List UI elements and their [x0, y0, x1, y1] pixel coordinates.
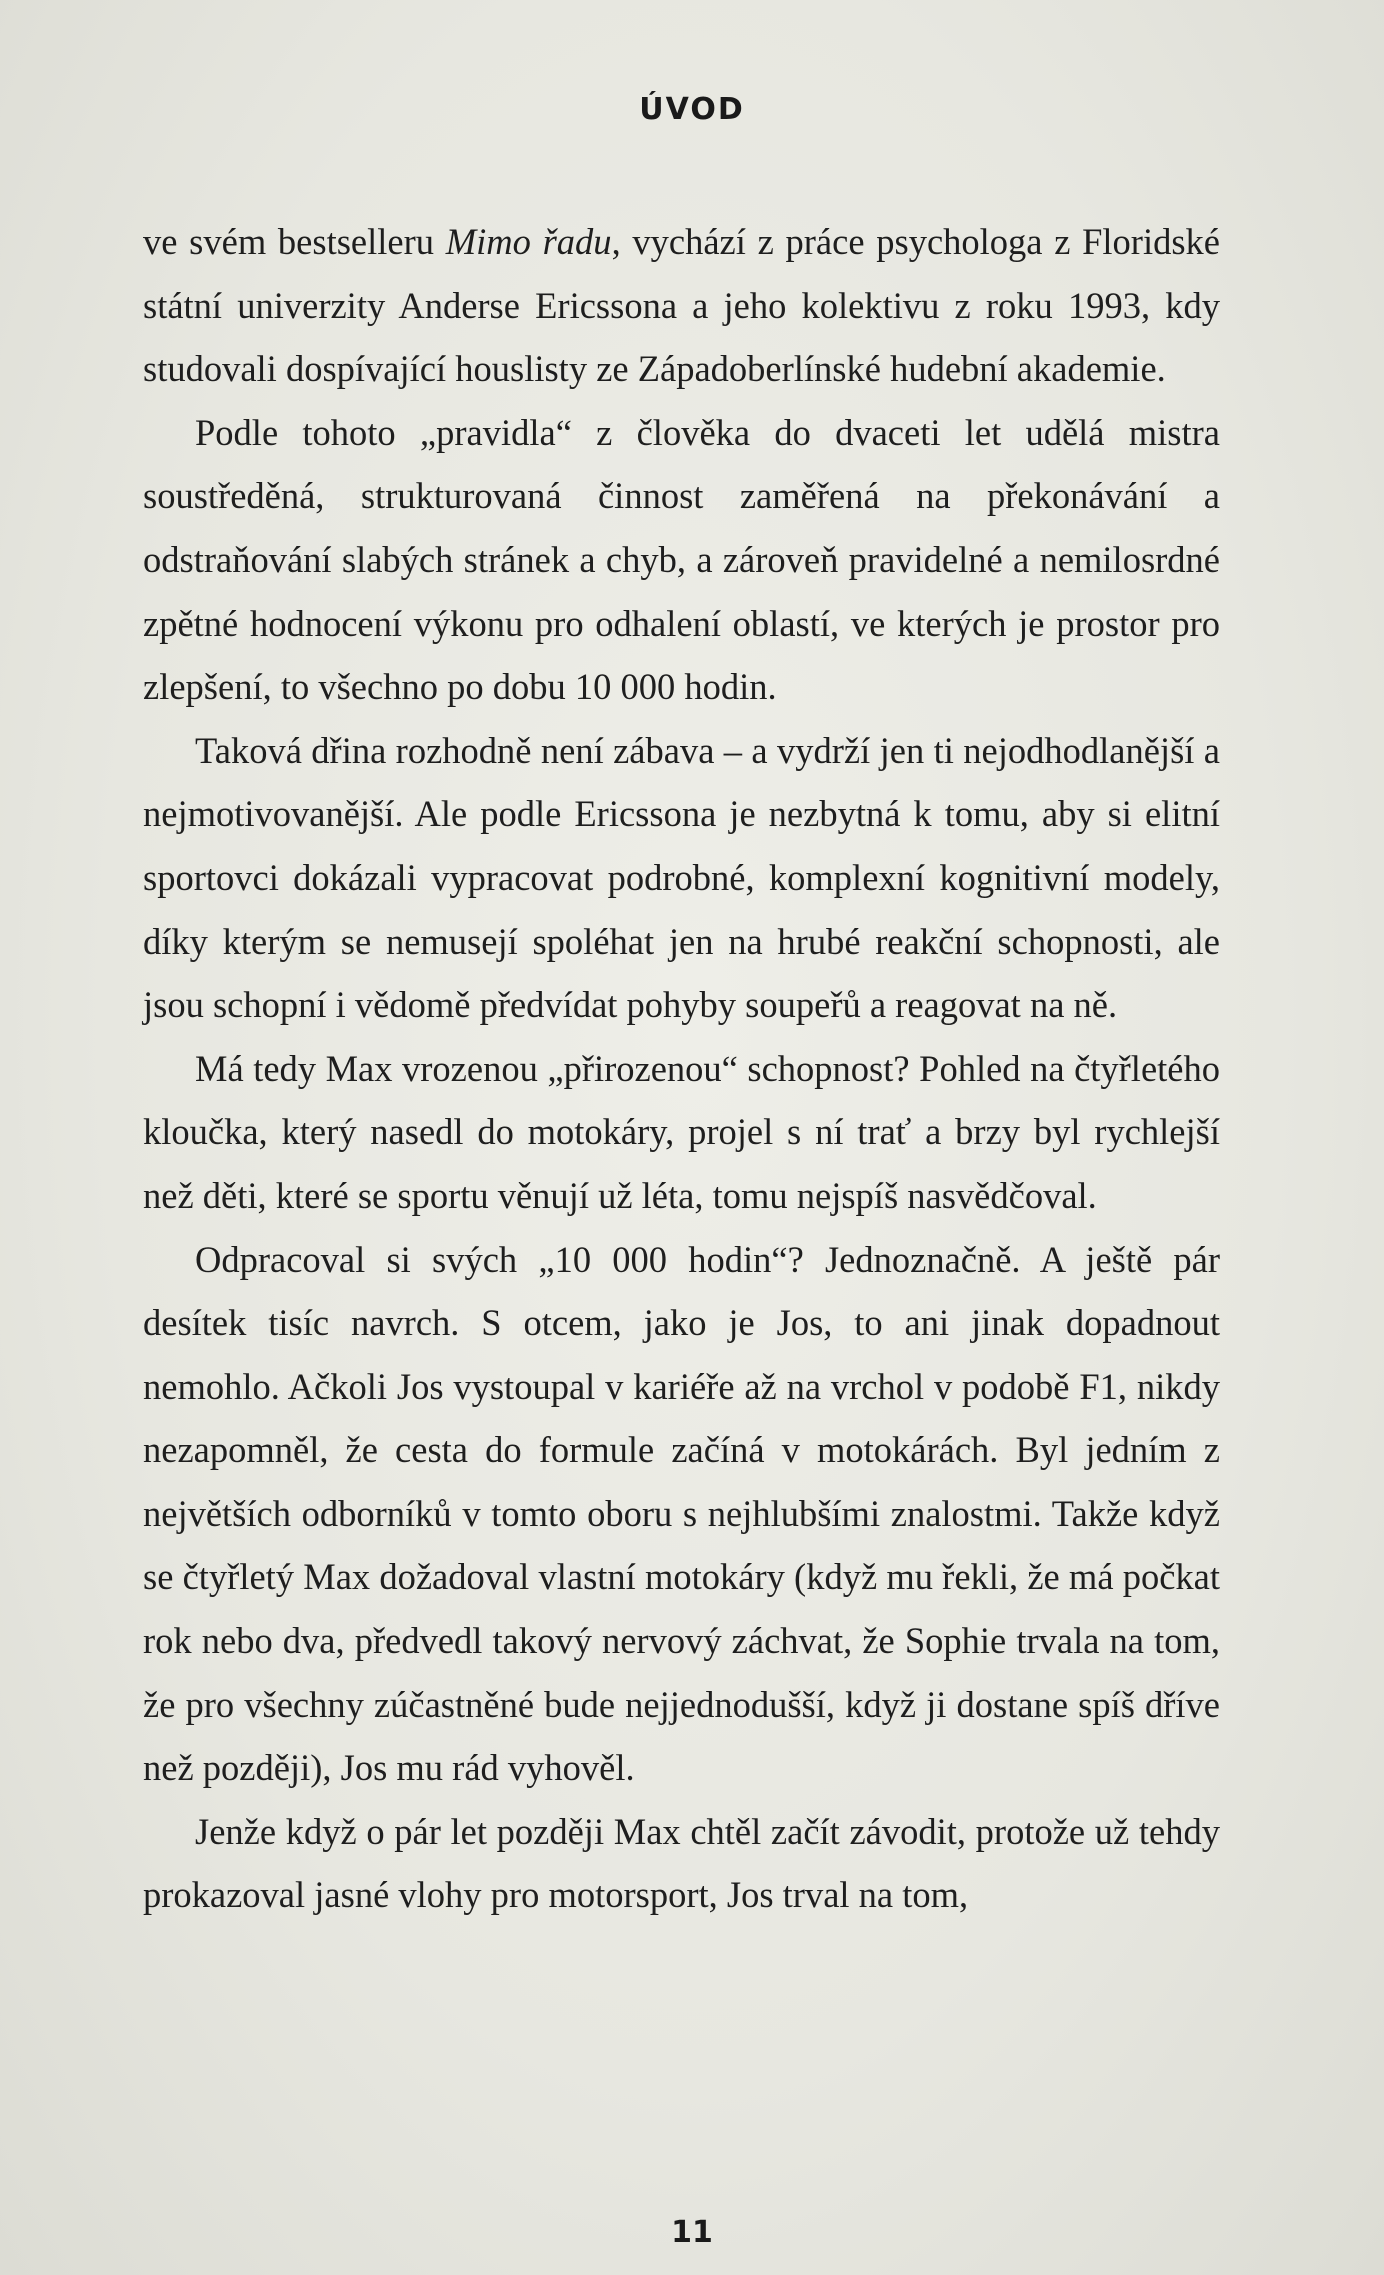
- paragraph: Podle tohoto „pravidla“ z člověka do dvaceti let udělá mistra soustředěná, strukturovaná činnost zaměřená na překonávání a odstraňování slabých stránek a chyb, a zároveň pravidelné a nemilosrdné zpětné hodnocení výkonu pro odhalení oblastí, ve kterých je prostor pro zlepšení, to všechno po dobu 10 000 hodin.: [143, 411, 1220, 708]
- book-title-italic: Mimo řadu: [445, 221, 612, 262]
- paragraph-text: , vychází z práce psychologa z Floridské státní univerzity Anderse Ericssona a jeho kolektivu z roku 1993, kdy studovali dospívající houslisty ze Západoberlínské hudební akademie.: [143, 221, 1220, 390]
- paragraph: Má tedy Max vrozenou „přirozenou“ schopnost? Pohled na čtyřletého kloučka, který nasedl do motokáry, projel s ní trať a brzy byl rychlejší než děti, které se sportu věnují už léta, tomu nejspíš nasvědčoval.: [143, 1047, 1220, 1216]
- page-number: 11: [671, 2215, 713, 2250]
- paragraph: [143, 210, 1220, 401]
- body-text: [143, 210, 1220, 1927]
- paragraph: Taková dřina rozhodně není zábava – a vydrží jen ti nejodhodlanější a nejmotivovanější. Ale podle Ericssona je nezbytná k tomu, aby si elitní sportovci dokázali vypracovat podrobné, komplexní kognitivní modely, díky kterým se nemusejí spoléhat jen na hrubé reakční schopnosti, ale jsou schopní i vědomě předvídat pohyby soupeřů a reagovat na ně.: [143, 729, 1220, 1026]
- paragraph-text: ve svém bestselleru: [143, 221, 446, 262]
- paragraph: Jenže když o pár let později Max chtěl začít závodit, protože už tehdy prokazoval jasné vlohy pro motorsport, Jos trval na tom,: [143, 1810, 1220, 1916]
- paragraph: Odpracoval si svých „10 000 hodin“? Jednoznačně. A ještě pár desítek tisíc navrch. S otcem, jako je Jos, to ani jinak dopadnout nemohlo. Ačkoli Jos vystoupal v kariéře až na vrchol v podobě F1, nikdy nezapomněl, že cesta do formule začíná v motokárách. Byl jedním z největších odborníků v tomto oboru s nejhlubšími znalostmi. Takže když se čtyřletý Max dožadoval vlastní motokáry (když mu řekli, že má počkat rok nebo dva, předvedl takový nervový záchvat, že Sophie trvala na tom, že pro všechny zúčastněné bude nejjednodušší, když ji dostane spíš dříve než později), Jos mu rád vyhověl.: [143, 1238, 1220, 1789]
- running-head: ÚVOD: [639, 92, 745, 127]
